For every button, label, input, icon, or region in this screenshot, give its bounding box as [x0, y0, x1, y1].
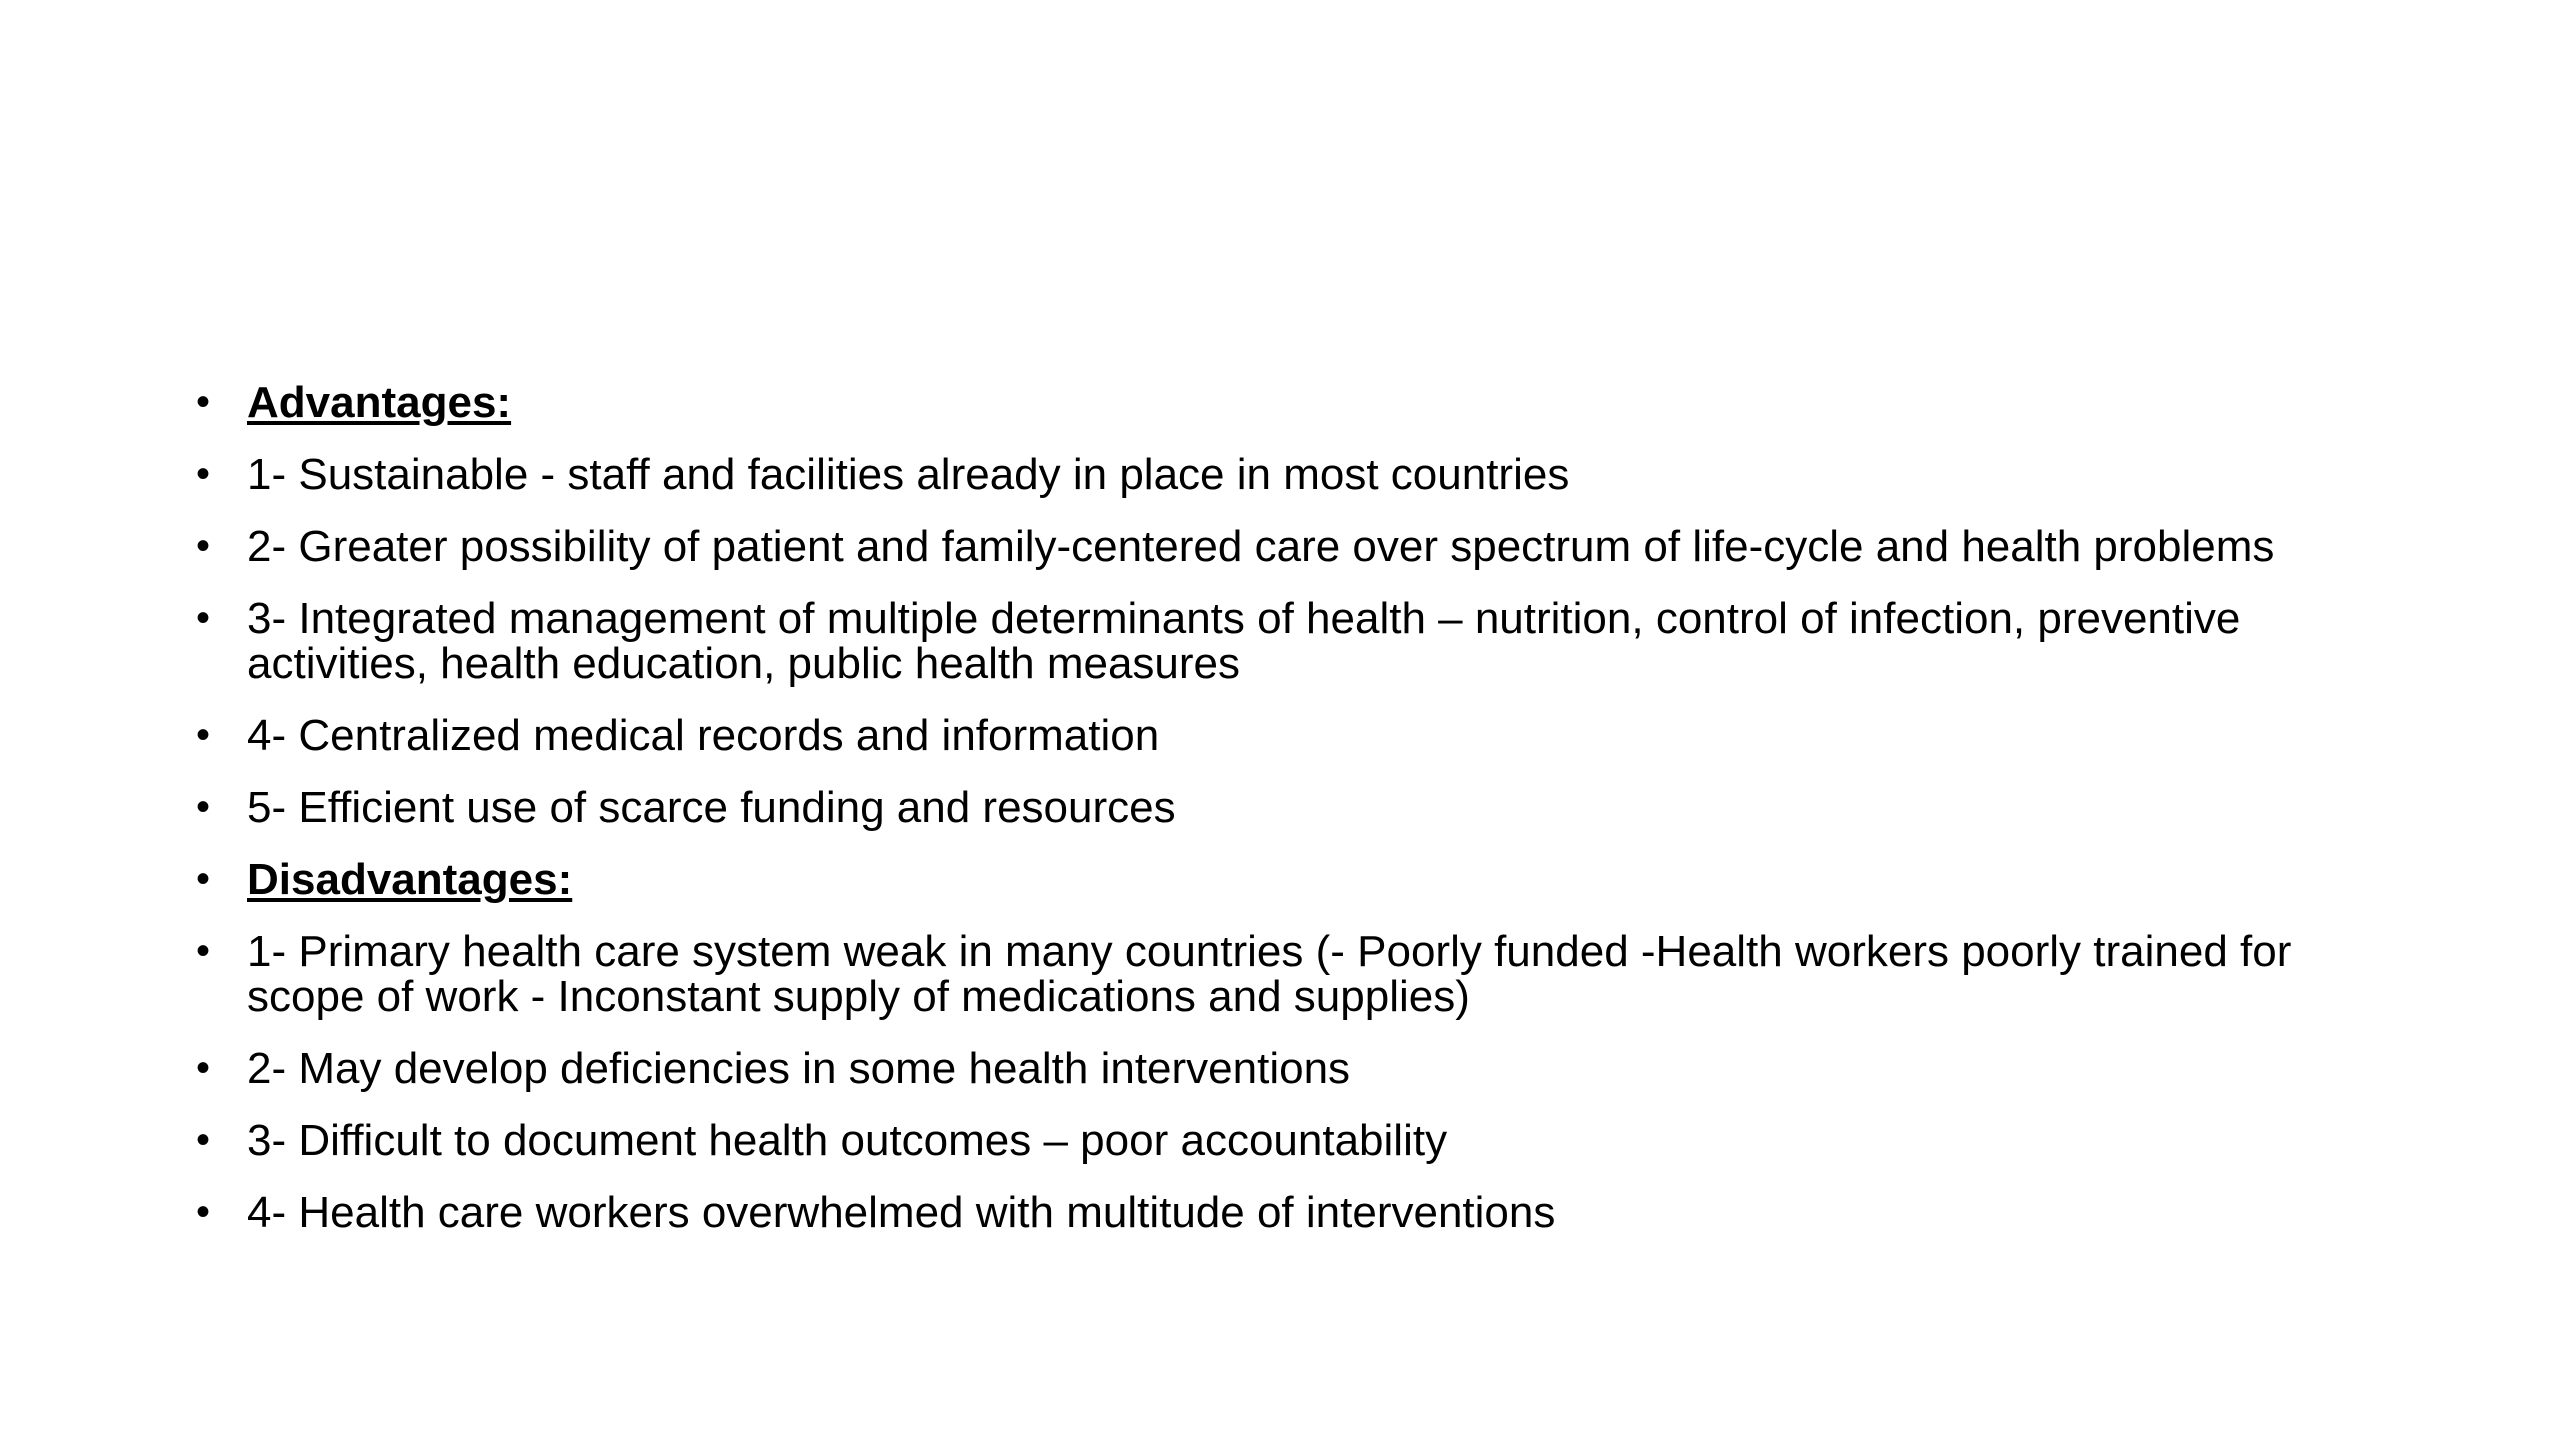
bullet-icon: • [196, 785, 211, 829]
list-item [190, 1046, 2390, 1091]
bullet-icon: • [196, 524, 211, 568]
list-item-text: 3- Integrated management of multiple determinants of health – nutrition, control of infection, preventive activities, health education, public health measures [247, 594, 2241, 688]
list-item [190, 596, 2390, 686]
list-item-text: 2- May develop deficiencies in some health interventions [247, 1044, 1351, 1093]
bullet-icon: • [196, 452, 211, 496]
list-item [190, 929, 2390, 1019]
bullet-icon: • [196, 1046, 211, 1090]
disadvantages-heading: Disadvantages: [247, 855, 573, 904]
list-item-advantages-heading [190, 380, 2390, 425]
bullet-icon: • [196, 929, 211, 973]
list-item-text: 1- Primary health care system weak in many countries (- Poorly funded -Health workers poorly trained for scope of work - Inconstant supply of medications and supplies) [247, 927, 2292, 1021]
list-item-text: 4- Centralized medical records and information [247, 711, 1160, 760]
list-item-text: 1- Sustainable - staff and facilities already in place in most countries [247, 450, 1570, 499]
bullet-icon: • [196, 1190, 211, 1234]
list-item-text: 4- Health care workers overwhelmed with multitude of interventions [247, 1188, 1556, 1237]
bullet-list [190, 380, 2390, 1235]
bullet-icon: • [196, 596, 211, 640]
list-item [190, 1190, 2390, 1235]
bullet-icon: • [196, 713, 211, 757]
list-item [190, 713, 2390, 758]
list-item [190, 785, 2390, 830]
bullet-icon: • [196, 857, 211, 901]
list-item-text: 5- Efficient use of scarce funding and resources [247, 783, 1176, 832]
list-item-text: 2- Greater possibility of patient and family-centered care over spectrum of life-cycle and health problems [247, 522, 2275, 571]
advantages-heading: Advantages: [247, 378, 512, 427]
list-item [190, 524, 2390, 569]
bullet-icon: • [196, 380, 211, 424]
list-item-disadvantages-heading [190, 857, 2390, 902]
list-item [190, 1118, 2390, 1163]
list-item-text: 3- Difficult to document health outcomes – poor accountability [247, 1116, 1448, 1165]
list-item [190, 452, 2390, 497]
slide-body [190, 380, 2390, 1262]
bullet-icon: • [196, 1118, 211, 1162]
